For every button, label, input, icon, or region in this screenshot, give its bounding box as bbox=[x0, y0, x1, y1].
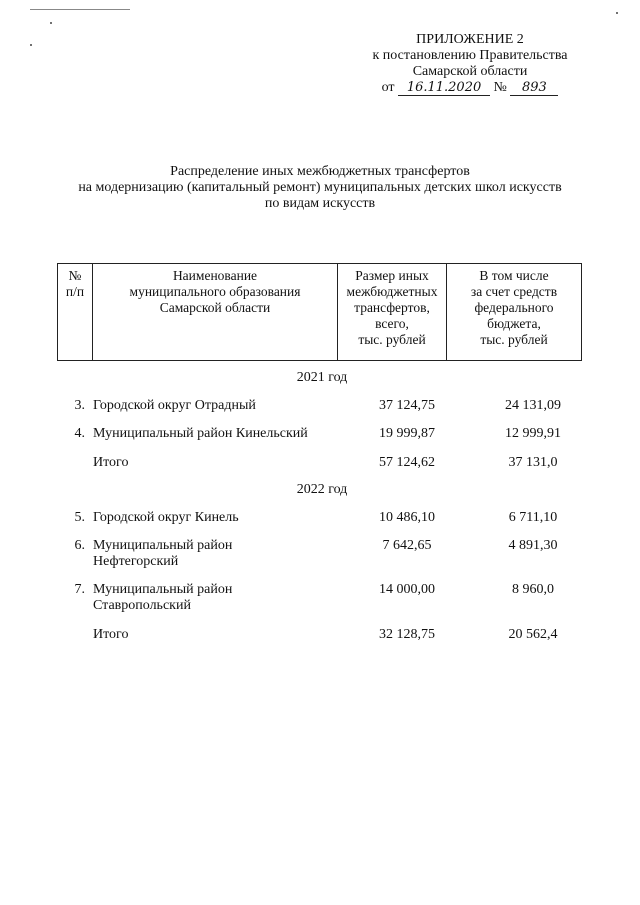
row-name: Муниципальный район Кинельский bbox=[93, 426, 308, 441]
row-total: 10 486,10 bbox=[379, 510, 435, 525]
row-number: 3. bbox=[74, 398, 85, 413]
row-name: Муниципальный район Нефтегорский bbox=[93, 538, 233, 569]
row-name: Городской округ Кинель bbox=[93, 510, 239, 525]
top-rule bbox=[30, 9, 130, 10]
row-total: 7 642,65 bbox=[382, 538, 432, 553]
scan-speck bbox=[616, 12, 618, 14]
row-total: 37 124,75 bbox=[379, 398, 435, 413]
appendix-line1: к постановлению Правительства bbox=[372, 48, 568, 63]
row-federal: 20 562,4 bbox=[508, 627, 558, 642]
row-federal: 4 891,30 bbox=[508, 538, 558, 553]
title-line2: на модернизацию (капитальный ремонт) муниципальных детских школ искусств bbox=[78, 180, 562, 195]
appendix-block bbox=[340, 32, 600, 96]
appendix-title: ПРИЛОЖЕНИЕ 2 bbox=[416, 32, 524, 47]
header-num: № п/п bbox=[58, 264, 93, 361]
header-total: Размер иных межбюджетных трансфертов, всего, тыс. рублей bbox=[338, 264, 447, 361]
row-total: 19 999,87 bbox=[379, 426, 435, 441]
year-heading: 2022 год bbox=[296, 482, 348, 497]
title-line3: по видам искусств bbox=[264, 196, 376, 211]
row-name: Итого bbox=[93, 455, 129, 470]
row-federal: 12 999,91 bbox=[505, 426, 561, 441]
row-total: 32 128,75 bbox=[379, 627, 435, 642]
header-federal: В том числе за счет средств федерального бюджета, тыс. рублей bbox=[447, 264, 582, 361]
row-total: 57 124,62 bbox=[379, 455, 435, 470]
row-federal: 6 711,10 bbox=[508, 510, 558, 525]
handwritten-number: 893 bbox=[510, 80, 558, 96]
scan-speck bbox=[50, 22, 52, 24]
row-name: Итого bbox=[93, 627, 129, 642]
row-number: 7. bbox=[74, 582, 85, 597]
row-number: 4. bbox=[74, 426, 85, 441]
number-prefix: № bbox=[493, 80, 507, 95]
year-heading: 2021 год bbox=[296, 370, 348, 385]
document-title bbox=[40, 164, 600, 212]
appendix-line2: Самарской области bbox=[412, 64, 528, 79]
row-federal: 37 131,0 bbox=[508, 455, 558, 470]
scan-speck bbox=[30, 44, 32, 46]
title-line1: Распределение иных межбюджетных трансфертов bbox=[170, 164, 470, 179]
table-header bbox=[57, 263, 582, 361]
row-number: 5. bbox=[74, 510, 85, 525]
row-total: 14 000,00 bbox=[379, 582, 435, 597]
row-federal: 24 131,09 bbox=[505, 398, 561, 413]
handwritten-date: 16.11.2020 bbox=[398, 80, 490, 96]
row-name: Городской округ Отрадный bbox=[93, 398, 256, 413]
row-federal: 8 960,0 bbox=[512, 582, 554, 597]
row-number: 6. bbox=[74, 538, 85, 553]
header-name: Наименование муниципального образования Самарской области bbox=[93, 264, 338, 361]
date-prefix: от bbox=[381, 80, 395, 95]
row-name: Муниципальный район Ставропольский bbox=[93, 582, 233, 613]
appendix-date-line bbox=[340, 80, 600, 96]
